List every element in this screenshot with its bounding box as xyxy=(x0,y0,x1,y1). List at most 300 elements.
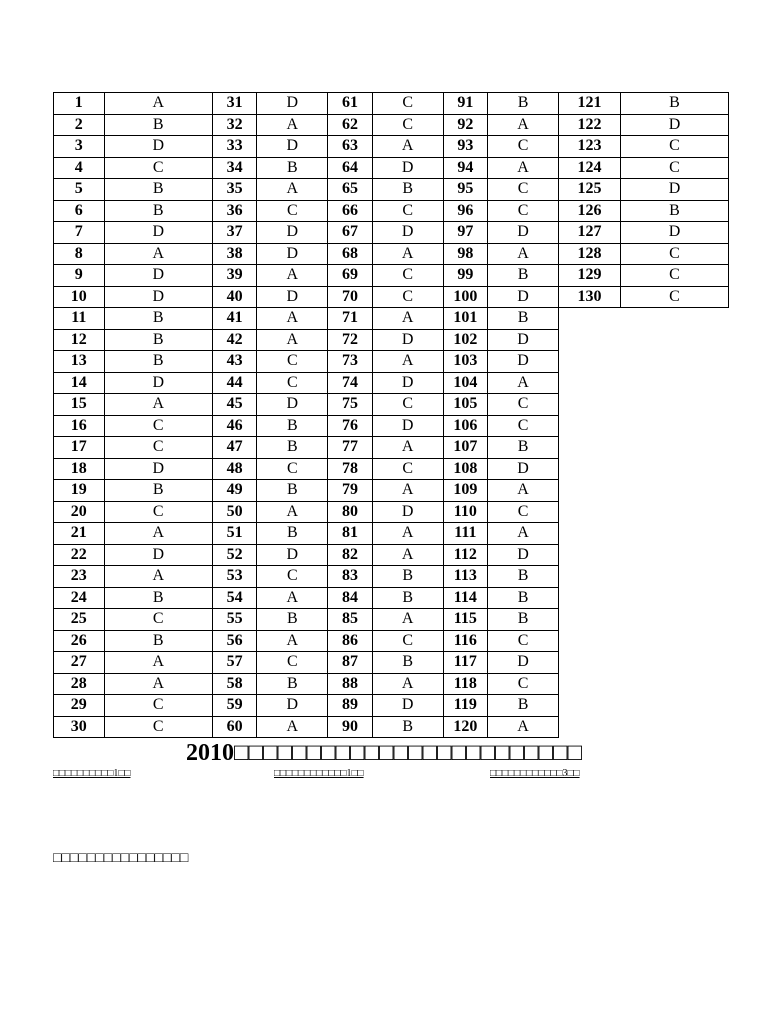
answer-letter: B xyxy=(372,587,443,609)
question-number: 121 xyxy=(559,93,621,115)
question-number: 119 xyxy=(443,695,488,717)
answer-letter: D xyxy=(488,329,559,351)
question-number: 34 xyxy=(212,157,257,179)
question-number: 53 xyxy=(212,566,257,588)
question-number: 112 xyxy=(443,544,488,566)
question-number: 7 xyxy=(54,222,105,244)
answer-letter: A xyxy=(257,630,328,652)
answer-letter: A xyxy=(372,243,443,265)
question-number: 55 xyxy=(212,609,257,631)
answer-letter: A xyxy=(488,243,559,265)
question-number: 67 xyxy=(328,222,373,244)
answer-letter: B xyxy=(372,566,443,588)
question-number: 13 xyxy=(54,351,105,373)
question-number: 49 xyxy=(212,480,257,502)
answer-letter: A xyxy=(488,114,559,136)
question-number: 116 xyxy=(443,630,488,652)
answer-letter: B xyxy=(104,587,212,609)
answer-letter: C xyxy=(488,136,559,158)
answer-letter: A xyxy=(488,716,559,738)
question-number: 101 xyxy=(443,308,488,330)
answer-letter: A xyxy=(372,523,443,545)
question-number: 27 xyxy=(54,652,105,674)
table-row xyxy=(559,93,729,115)
question-number: 92 xyxy=(443,114,488,136)
answer-letter: A xyxy=(372,437,443,459)
answer-letter: C xyxy=(257,372,328,394)
answer-letter: A xyxy=(257,114,328,136)
table-row xyxy=(54,652,559,674)
answer-letter: A xyxy=(257,308,328,330)
question-number: 87 xyxy=(328,652,373,674)
table-row xyxy=(54,695,559,717)
question-number: 22 xyxy=(54,544,105,566)
answer-letter: D xyxy=(104,222,212,244)
question-number: 45 xyxy=(212,394,257,416)
question-number: 127 xyxy=(559,222,621,244)
answer-letter: D xyxy=(372,157,443,179)
table-row xyxy=(54,544,559,566)
question-number: 85 xyxy=(328,609,373,631)
answer-letter: D xyxy=(257,93,328,115)
question-number: 29 xyxy=(54,695,105,717)
question-number: 26 xyxy=(54,630,105,652)
answer-letter: B xyxy=(257,480,328,502)
question-number: 36 xyxy=(212,200,257,222)
answer-letter: A xyxy=(104,566,212,588)
answer-letter: C xyxy=(372,200,443,222)
table-row xyxy=(54,609,559,631)
question-number: 124 xyxy=(559,157,621,179)
section-caption-2: □□□□□□□□□□□□1□□ xyxy=(274,768,364,779)
table-row xyxy=(54,114,559,136)
table-row xyxy=(559,286,729,308)
answer-letter: C xyxy=(621,157,729,179)
question-number: 5 xyxy=(54,179,105,201)
question-number: 16 xyxy=(54,415,105,437)
question-number: 109 xyxy=(443,480,488,502)
answer-letter: D xyxy=(257,394,328,416)
answer-letter: C xyxy=(488,179,559,201)
answer-letter: D xyxy=(621,222,729,244)
question-number: 17 xyxy=(54,437,105,459)
answer-letter: A xyxy=(372,609,443,631)
answer-letter: A xyxy=(372,136,443,158)
question-number: 118 xyxy=(443,673,488,695)
question-number: 37 xyxy=(212,222,257,244)
question-number: 88 xyxy=(328,673,373,695)
question-number: 51 xyxy=(212,523,257,545)
question-number: 64 xyxy=(328,157,373,179)
answer-letter: A xyxy=(257,179,328,201)
answer-letter: D xyxy=(372,222,443,244)
answer-letter: D xyxy=(488,544,559,566)
answer-letter: D xyxy=(104,458,212,480)
answer-letter: D xyxy=(488,286,559,308)
question-number: 9 xyxy=(54,265,105,287)
answer-letter: B xyxy=(372,716,443,738)
answer-letter: D xyxy=(104,136,212,158)
table-row xyxy=(54,394,559,416)
question-number: 77 xyxy=(328,437,373,459)
table-row xyxy=(54,415,559,437)
answer-letter: B xyxy=(372,179,443,201)
table-row xyxy=(54,136,559,158)
question-number: 6 xyxy=(54,200,105,222)
answer-letter: C xyxy=(372,265,443,287)
answer-letter: C xyxy=(104,415,212,437)
question-number: 117 xyxy=(443,652,488,674)
question-number: 126 xyxy=(559,200,621,222)
answer-letter: C xyxy=(372,394,443,416)
question-number: 80 xyxy=(328,501,373,523)
answer-letter: C xyxy=(372,114,443,136)
table-row xyxy=(54,286,559,308)
answer-letter: C xyxy=(488,501,559,523)
question-number: 65 xyxy=(328,179,373,201)
question-number: 15 xyxy=(54,394,105,416)
question-number: 46 xyxy=(212,415,257,437)
table-row xyxy=(54,437,559,459)
table-row xyxy=(54,480,559,502)
section-caption-1: □□□□□□□□□□1□□ xyxy=(53,768,131,779)
question-number: 94 xyxy=(443,157,488,179)
answer-letter: A xyxy=(104,523,212,545)
question-number: 125 xyxy=(559,179,621,201)
table-row xyxy=(559,265,729,287)
table-row xyxy=(54,308,559,330)
answer-letter: C xyxy=(257,652,328,674)
question-number: 89 xyxy=(328,695,373,717)
table-row xyxy=(54,222,559,244)
document-title xyxy=(0,738,768,768)
answer-letter: D xyxy=(621,114,729,136)
answer-letter: C xyxy=(372,286,443,308)
answer-letter: D xyxy=(257,695,328,717)
table-row xyxy=(54,372,559,394)
answer-letter: A xyxy=(104,243,212,265)
answer-letter: A xyxy=(488,523,559,545)
question-number: 61 xyxy=(328,93,373,115)
question-number: 52 xyxy=(212,544,257,566)
answer-letter: C xyxy=(104,716,212,738)
question-number: 100 xyxy=(443,286,488,308)
answer-letter: C xyxy=(104,437,212,459)
answer-letter: A xyxy=(257,329,328,351)
table-row xyxy=(559,157,729,179)
answer-letter: B xyxy=(104,308,212,330)
answer-letter: B xyxy=(257,609,328,631)
answer-letter: B xyxy=(257,523,328,545)
answer-letter: B xyxy=(104,200,212,222)
question-number: 111 xyxy=(443,523,488,545)
answer-letter: D xyxy=(257,243,328,265)
answer-letter: C xyxy=(488,673,559,695)
table-row xyxy=(54,329,559,351)
answer-letter: C xyxy=(372,93,443,115)
answer-letter: C xyxy=(488,415,559,437)
answer-letter: D xyxy=(488,222,559,244)
title-year: 2010 xyxy=(186,740,235,766)
answer-letter: B xyxy=(104,179,212,201)
table-row xyxy=(54,200,559,222)
answer-letter: A xyxy=(372,544,443,566)
question-number: 110 xyxy=(443,501,488,523)
answer-letter: C xyxy=(104,157,212,179)
table-row xyxy=(54,265,559,287)
answer-letter: B xyxy=(104,114,212,136)
answer-letter: C xyxy=(372,630,443,652)
answer-letter: B xyxy=(104,329,212,351)
answer-letter: D xyxy=(257,222,328,244)
title-text: □□□□□□□□□□□□□□□□□□□□□□□□ xyxy=(234,740,582,766)
question-number: 71 xyxy=(328,308,373,330)
question-number: 24 xyxy=(54,587,105,609)
answer-letter: B xyxy=(488,609,559,631)
answer-letter: C xyxy=(488,394,559,416)
answer-letter: A xyxy=(104,652,212,674)
answer-letter: B xyxy=(488,695,559,717)
table-row xyxy=(54,243,559,265)
answer-letter: B xyxy=(488,566,559,588)
question-number: 78 xyxy=(328,458,373,480)
question-number: 57 xyxy=(212,652,257,674)
question-number: 19 xyxy=(54,480,105,502)
answer-letter: A xyxy=(257,501,328,523)
answer-letter: B xyxy=(257,415,328,437)
question-number: 97 xyxy=(443,222,488,244)
question-number: 21 xyxy=(54,523,105,545)
question-number: 50 xyxy=(212,501,257,523)
question-number: 74 xyxy=(328,372,373,394)
answer-letter: B xyxy=(372,652,443,674)
question-number: 58 xyxy=(212,673,257,695)
answer-letter: A xyxy=(257,265,328,287)
answer-letter: D xyxy=(372,415,443,437)
question-number: 1 xyxy=(54,93,105,115)
question-number: 44 xyxy=(212,372,257,394)
question-number: 14 xyxy=(54,372,105,394)
answer-letter: C xyxy=(257,458,328,480)
answer-letter: C xyxy=(621,286,729,308)
question-number: 12 xyxy=(54,329,105,351)
answer-letter: C xyxy=(104,609,212,631)
table-row xyxy=(54,523,559,545)
question-number: 25 xyxy=(54,609,105,631)
answer-letter: A xyxy=(372,480,443,502)
answer-letter: A xyxy=(104,93,212,115)
answer-letter: B xyxy=(621,93,729,115)
answer-letter: A xyxy=(372,351,443,373)
question-number: 115 xyxy=(443,609,488,631)
answer-letter: D xyxy=(372,695,443,717)
table-row xyxy=(54,673,559,695)
question-number: 3 xyxy=(54,136,105,158)
answer-letter: B xyxy=(257,437,328,459)
answer-letter: B xyxy=(257,157,328,179)
question-number: 54 xyxy=(212,587,257,609)
question-number: 75 xyxy=(328,394,373,416)
question-number: 120 xyxy=(443,716,488,738)
question-number: 59 xyxy=(212,695,257,717)
answer-letter: B xyxy=(488,437,559,459)
answer-letter: D xyxy=(104,544,212,566)
answer-letter: A xyxy=(488,480,559,502)
answer-letter: B xyxy=(104,480,212,502)
question-number: 31 xyxy=(212,93,257,115)
question-number: 69 xyxy=(328,265,373,287)
answer-key-side-body xyxy=(559,93,729,308)
question-number: 93 xyxy=(443,136,488,158)
answer-letter: A xyxy=(372,308,443,330)
answer-letter: B xyxy=(488,265,559,287)
answer-letter: C xyxy=(621,136,729,158)
question-number: 70 xyxy=(328,286,373,308)
question-number: 129 xyxy=(559,265,621,287)
table-row xyxy=(54,587,559,609)
question-number: 32 xyxy=(212,114,257,136)
question-number: 41 xyxy=(212,308,257,330)
question-number: 103 xyxy=(443,351,488,373)
answer-key-table-side xyxy=(558,92,729,308)
answer-letter: D xyxy=(372,329,443,351)
answer-letter: C xyxy=(621,265,729,287)
question-number: 33 xyxy=(212,136,257,158)
table-row xyxy=(54,179,559,201)
question-number: 96 xyxy=(443,200,488,222)
answer-letter: C xyxy=(488,630,559,652)
question-number: 39 xyxy=(212,265,257,287)
question-number: 18 xyxy=(54,458,105,480)
answer-letter: B xyxy=(257,673,328,695)
question-number: 106 xyxy=(443,415,488,437)
table-row xyxy=(54,93,559,115)
answer-letter: D xyxy=(488,652,559,674)
section-caption-3: □□□□□□□□□□□□3□□ xyxy=(490,768,580,779)
answer-letter: B xyxy=(488,308,559,330)
question-number: 2 xyxy=(54,114,105,136)
table-row xyxy=(54,458,559,480)
answer-letter: D xyxy=(104,372,212,394)
table-row xyxy=(559,136,729,158)
question-number: 122 xyxy=(559,114,621,136)
question-number: 72 xyxy=(328,329,373,351)
question-number: 99 xyxy=(443,265,488,287)
question-number: 40 xyxy=(212,286,257,308)
question-number: 128 xyxy=(559,243,621,265)
answer-letter: B xyxy=(488,93,559,115)
answer-letter: D xyxy=(257,286,328,308)
answer-letter: C xyxy=(257,200,328,222)
question-number: 123 xyxy=(559,136,621,158)
question-number: 90 xyxy=(328,716,373,738)
question-number: 76 xyxy=(328,415,373,437)
question-number: 23 xyxy=(54,566,105,588)
question-number: 62 xyxy=(328,114,373,136)
question-number: 108 xyxy=(443,458,488,480)
footer-text: □□□□□□□□□□□□□□□□ xyxy=(53,851,189,866)
answer-key-table-main xyxy=(53,92,559,738)
question-number: 56 xyxy=(212,630,257,652)
question-number: 107 xyxy=(443,437,488,459)
answer-letter: D xyxy=(104,265,212,287)
answer-letter: B xyxy=(488,587,559,609)
answer-letter: D xyxy=(621,179,729,201)
table-row xyxy=(559,179,729,201)
question-number: 83 xyxy=(328,566,373,588)
question-number: 95 xyxy=(443,179,488,201)
answer-key-main-body xyxy=(54,93,559,738)
question-number: 20 xyxy=(54,501,105,523)
answer-letter: D xyxy=(104,286,212,308)
question-number: 113 xyxy=(443,566,488,588)
question-number: 4 xyxy=(54,157,105,179)
table-row xyxy=(559,222,729,244)
question-number: 8 xyxy=(54,243,105,265)
answer-letter: C xyxy=(257,566,328,588)
table-row xyxy=(54,157,559,179)
question-number: 102 xyxy=(443,329,488,351)
answer-letter: A xyxy=(488,372,559,394)
question-number: 48 xyxy=(212,458,257,480)
question-number: 11 xyxy=(54,308,105,330)
question-number: 38 xyxy=(212,243,257,265)
answer-letter: D xyxy=(488,458,559,480)
answer-letter: C xyxy=(621,243,729,265)
question-number: 35 xyxy=(212,179,257,201)
question-number: 91 xyxy=(443,93,488,115)
answer-letter: A xyxy=(104,673,212,695)
question-number: 42 xyxy=(212,329,257,351)
answer-letter: D xyxy=(372,372,443,394)
question-number: 105 xyxy=(443,394,488,416)
answer-letter: D xyxy=(488,351,559,373)
question-number: 47 xyxy=(212,437,257,459)
question-number: 60 xyxy=(212,716,257,738)
table-row xyxy=(54,566,559,588)
answer-letter: B xyxy=(104,351,212,373)
question-number: 114 xyxy=(443,587,488,609)
question-number: 73 xyxy=(328,351,373,373)
table-row xyxy=(559,200,729,222)
question-number: 68 xyxy=(328,243,373,265)
question-number: 130 xyxy=(559,286,621,308)
table-row xyxy=(559,114,729,136)
answer-letter: A xyxy=(257,716,328,738)
table-row xyxy=(54,630,559,652)
question-number: 84 xyxy=(328,587,373,609)
table-row xyxy=(54,501,559,523)
answer-letter: C xyxy=(104,501,212,523)
answer-letter: A xyxy=(372,673,443,695)
question-number: 98 xyxy=(443,243,488,265)
answer-letter: C xyxy=(488,200,559,222)
answer-letter: D xyxy=(257,544,328,566)
question-number: 82 xyxy=(328,544,373,566)
answer-letter: B xyxy=(621,200,729,222)
question-number: 81 xyxy=(328,523,373,545)
question-number: 43 xyxy=(212,351,257,373)
table-row xyxy=(54,351,559,373)
answer-letter: C xyxy=(104,695,212,717)
answer-letter: D xyxy=(257,136,328,158)
answer-letter: A xyxy=(104,394,212,416)
answer-letter: C xyxy=(257,351,328,373)
question-number: 63 xyxy=(328,136,373,158)
question-number: 66 xyxy=(328,200,373,222)
answer-letter: C xyxy=(372,458,443,480)
question-number: 28 xyxy=(54,673,105,695)
